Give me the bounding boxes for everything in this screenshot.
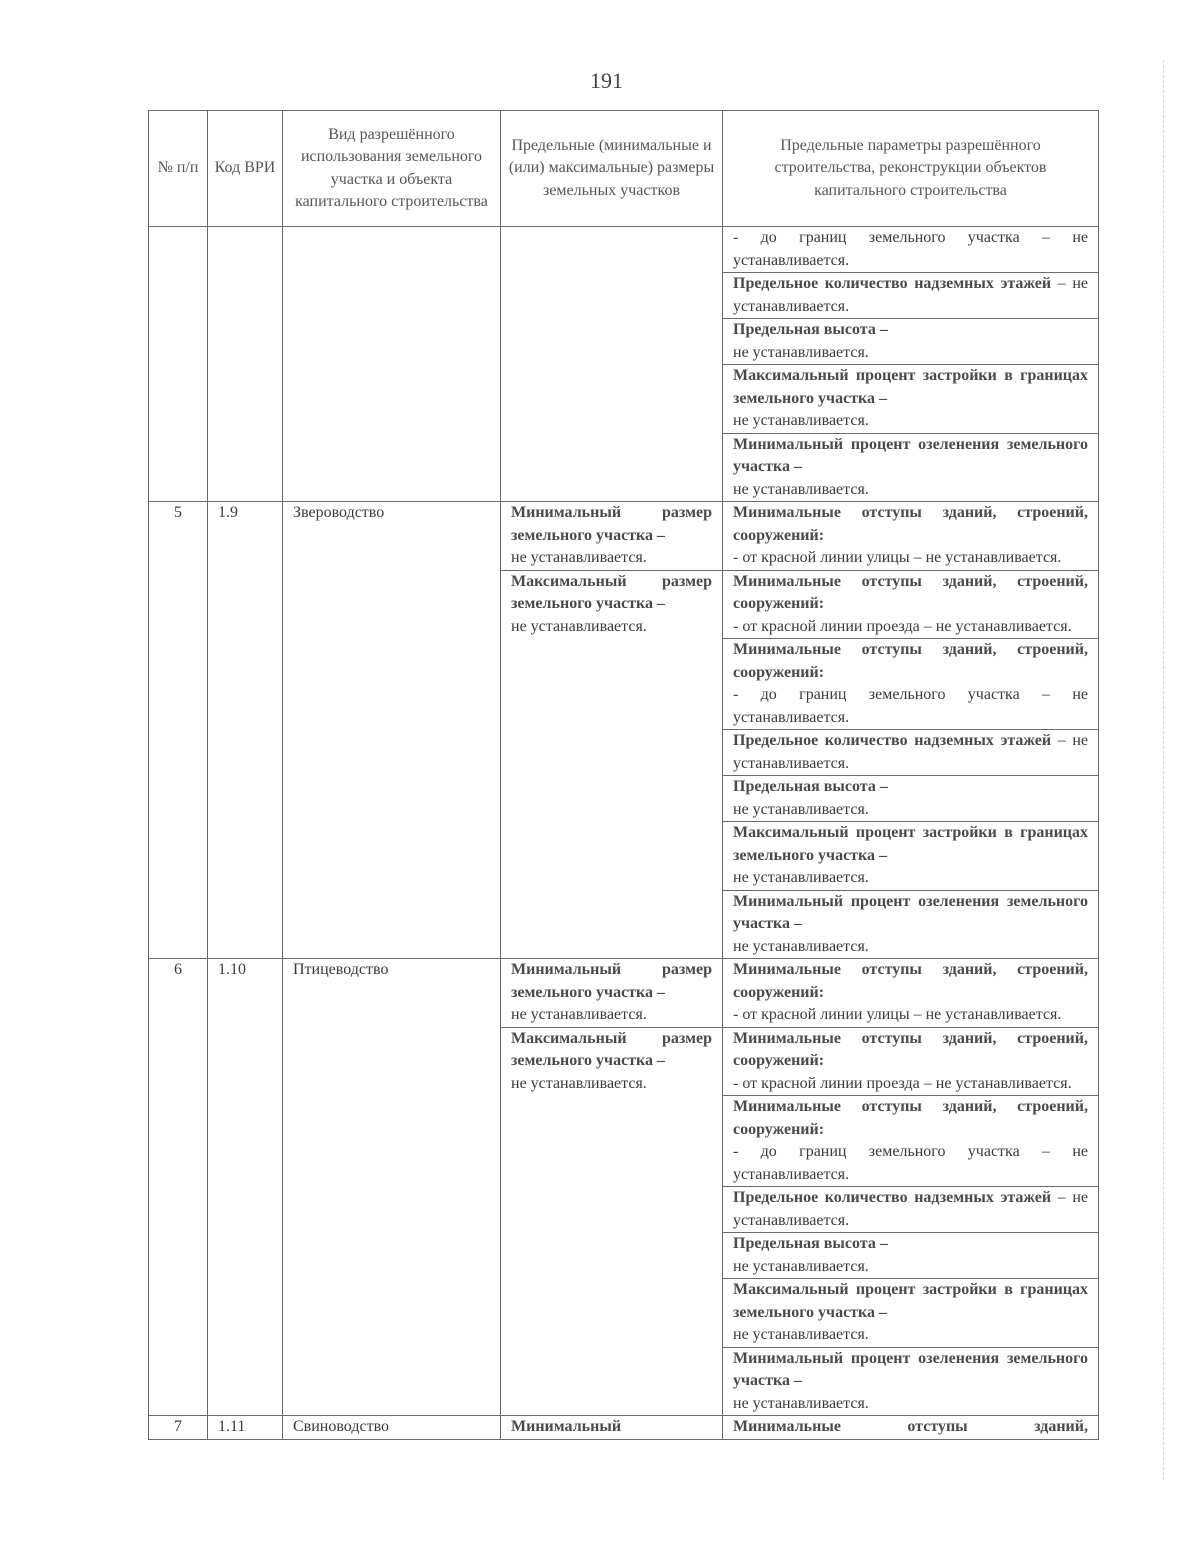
cell-parameter: Минимальный процент озеленения земельного участка – не устанавливается. — [723, 890, 1099, 959]
cell-use-type: Птицеводство — [283, 959, 501, 1416]
cell-parameter: Предельное количество надземных этажей – не устанавливается. — [723, 273, 1099, 319]
cell-parameter: Минимальные отступы зданий, строений, сооружений: - от красной линии улицы – не устанавливается. — [723, 502, 1099, 571]
cell-use-type: Звероводство — [283, 502, 501, 959]
cell-parameter: Максимальный процент застройки в границах земельного участка – не устанавливается. — [723, 1279, 1099, 1348]
table-row — [149, 227, 1099, 273]
cell-parameter: Предельная высота – не устанавливается. — [723, 319, 1099, 365]
cell-number — [149, 227, 208, 502]
page-number: 191 — [590, 68, 623, 93]
cell-parameter: Предельное количество надземных этажей – не устанавливается. — [723, 730, 1099, 776]
cell-use-type — [283, 227, 501, 502]
cell-code: 1.9 — [208, 502, 283, 959]
cell-parameter: Минимальные отступы зданий, строений, сооружений: - от красной линии улицы – не устанавливается. — [723, 959, 1099, 1028]
cell-number: 5 — [149, 502, 208, 959]
cell-parameter: Минимальные отступы зданий, строений, сооружений: - от красной линии проезда – не устанавливается. — [723, 1027, 1099, 1096]
cell-code: 1.11 — [208, 1416, 283, 1440]
cell-plot-size: Минимальный размер земельного участка – не устанавливается. — [501, 502, 723, 571]
header-parameters: Предельные параметры разрешённого строительства, реконструкции объектов капитального строительства — [723, 111, 1099, 227]
cell-use-type: Свиноводство — [283, 1416, 501, 1440]
cell-plot-size: Максимальный размер земельного участка – не устанавливается. — [501, 570, 723, 959]
cell-parameter: - до границ земельного участка – не устанавливается. — [723, 227, 1099, 273]
cell-parameter: Предельное количество надземных этажей – не устанавливается. — [723, 1187, 1099, 1233]
cell-plot-size: Максимальный размер земельного участка – не устанавливается. — [501, 1027, 723, 1416]
cell-plot-size: Минимальный — [501, 1416, 723, 1440]
cell-parameter: Минимальные отступы зданий, строений, сооружений: - до границ земельного участка – не устанавливается. — [723, 639, 1099, 730]
cell-parameter: Минимальные отступы зданий, строений, сооружений: - до границ земельного участка – не устанавливается. — [723, 1096, 1099, 1187]
cell-code — [208, 227, 283, 502]
table-header-row — [149, 111, 1099, 227]
cell-parameter: Минимальный процент озеленения земельного участка – не устанавливается. — [723, 1347, 1099, 1416]
cell-parameter: Минимальные отступы зданий, — [723, 1416, 1099, 1440]
cell-plot-size: Минимальный размер земельного участка – не устанавливается. — [501, 959, 723, 1028]
regulation-table — [148, 110, 1099, 1440]
table-row — [149, 1416, 1099, 1440]
cell-parameter: Максимальный процент застройки в границах земельного участка – не устанавливается. — [723, 822, 1099, 891]
cell-number: 6 — [149, 959, 208, 1416]
header-plot-sizes: Предельные (минимальные и (или) максимальные) размеры земельных участков — [501, 111, 723, 227]
header-number: № п/п — [149, 111, 208, 227]
cell-plot-sizes — [501, 227, 723, 502]
table-row — [149, 959, 1099, 1028]
cell-parameter: Предельная высота – не устанавливается. — [723, 1233, 1099, 1279]
cell-parameter: Минимальный процент озеленения земельного участка – не устанавливается. — [723, 433, 1099, 502]
cell-code: 1.10 — [208, 959, 283, 1416]
cell-parameter: Предельная высота – не устанавливается. — [723, 776, 1099, 822]
scan-edge-artifact — [1163, 60, 1165, 1480]
header-code: Код ВРИ — [208, 111, 283, 227]
table-row — [149, 502, 1099, 571]
cell-number: 7 — [149, 1416, 208, 1440]
cell-parameter: Максимальный процент застройки в границах земельного участка – не устанавливается. — [723, 365, 1099, 434]
cell-parameter: Минимальные отступы зданий, строений, сооружений: - от красной линии проезда – не устанавливается. — [723, 570, 1099, 639]
header-use-type: Вид разрешённого использования земельного участка и объекта капитального строительства — [283, 111, 501, 227]
